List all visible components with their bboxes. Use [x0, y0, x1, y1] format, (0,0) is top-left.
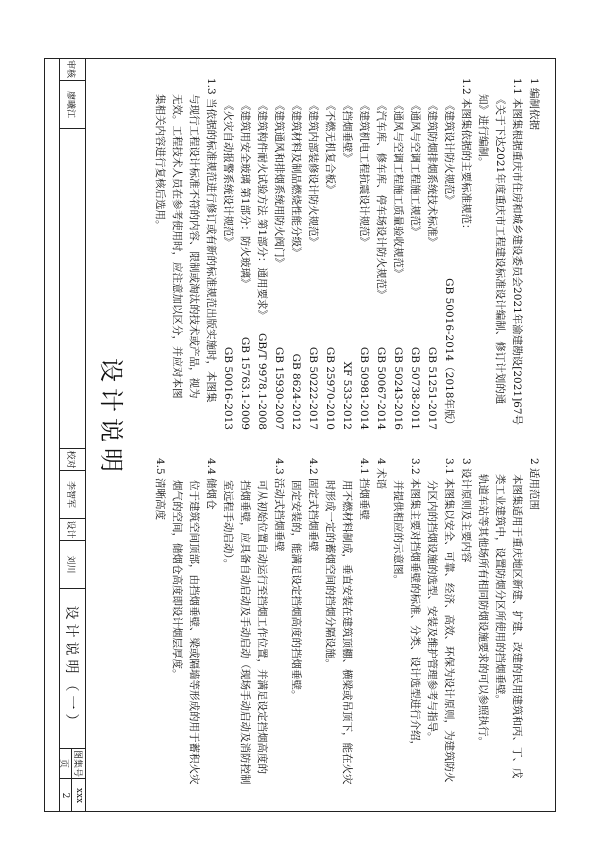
standard-name: 《汽车库、修车库、停车场设计防火规范》	[375, 100, 387, 300]
standard-code: GB 50981-2014	[358, 346, 370, 430]
text-line: 轨道车站等其他场所有相同防烟设施要求的可以参照执行。	[477, 474, 489, 747]
standard-code: GB 50016-2013	[222, 346, 234, 430]
section-4-heading: 4 术语	[375, 458, 387, 490]
text-line: 4.3 活动式挡烟垂壁	[273, 458, 285, 552]
text-line: 固定安装的，能满足设定挡烟高度的挡烟垂壁。	[290, 480, 302, 701]
standards-list	[219, 78, 457, 438]
text-line: 《关于下达2021年度重庆市工程建设标准设计编制、修订计划的通	[494, 94, 506, 405]
standard-name: 《建筑防烟排烟系统技术标准》	[426, 100, 438, 247]
standard-name: 《火灾自动报警系统设计规范》	[222, 100, 234, 247]
standard-code: GB 8624-2012	[290, 353, 302, 430]
design-name: 刘川	[59, 540, 85, 588]
text-line: 挡烟垂壁，应具备自动启动及手动启动（现场手动启动及消防控制	[239, 480, 251, 785]
standard-code: GB 50016-2014（2018年版）	[443, 278, 455, 430]
standard-row	[355, 78, 372, 438]
text-line: 1.3 当依据的标准规范进行修订或有新的标准规范出版实施时，本图集	[205, 78, 217, 403]
standard-name: 《建筑内部装修设计防火规范》	[307, 100, 319, 247]
standard-code: GB 50243-2016	[392, 346, 404, 430]
standard-name: 《通风与空调工程施工规范》	[409, 100, 421, 237]
standard-code: GB 50738-2011	[409, 346, 421, 430]
sheet-title: 设计说明（一）	[63, 605, 79, 732]
standard-code: GB 25970-2010	[324, 346, 336, 430]
text-line: 烟气的空间，储烟仓高度即设计烟层厚度。	[171, 480, 183, 680]
standard-name: 《建筑材料及制品燃烧性能分级》	[290, 100, 302, 258]
check-name: 李智军	[59, 470, 85, 518]
standard-row	[287, 78, 304, 438]
check-label: 校对	[59, 448, 85, 470]
text-line: 1.2 本图集依据的主要标准规范：	[460, 78, 472, 235]
text-line: 4.4 储烟仓	[205, 458, 217, 510]
text-line: 与现行工程设计标准不符的内容、限制或淘汰的技术或产品，视为	[188, 94, 200, 399]
page-title: 设计说明	[97, 358, 125, 478]
label-cell	[59, 748, 85, 778]
standard-code: XF 533-2012	[341, 361, 353, 430]
text-line: 3.2 本图集主要对挡烟垂壁的标准、分类、设计选型进行介绍，	[409, 458, 421, 752]
text-line: 4.2 固定式挡烟垂壁	[307, 458, 319, 552]
standard-row	[440, 78, 457, 438]
page-label: 页	[59, 749, 73, 778]
standard-code: GB 51251-2017	[426, 346, 438, 430]
standard-code: GB/T 9978.1-2008	[256, 333, 268, 430]
title-block	[59, 58, 86, 812]
column-left	[151, 78, 542, 438]
atlas-no: xxx	[73, 787, 84, 804]
atlas-no-label: 图集号	[72, 749, 83, 777]
standard-row	[338, 78, 355, 438]
text-line: 无效。工程技术人员在参考使用时，应注意加以区分，并应对本图	[171, 94, 183, 399]
standard-name: 《建筑设计防火规范》	[443, 100, 455, 205]
standard-name: 《挡烟垂壁》	[341, 100, 353, 163]
standard-row	[321, 78, 338, 438]
standard-row	[253, 78, 270, 438]
text-line: 4.1 挡烟垂壁	[358, 458, 370, 521]
text-line: 本图集适用于重庆地区新建、扩建、改建的民用建筑和丙、丁、戊	[511, 474, 523, 779]
standard-name: 《不燃无机复合板》	[324, 100, 336, 195]
standard-row	[423, 78, 440, 438]
standard-row	[219, 78, 236, 438]
standard-row	[270, 78, 287, 438]
text-line: 集相关内容进行复核后选用。	[154, 94, 166, 231]
standard-row	[372, 78, 389, 438]
design-label: 设计	[59, 518, 85, 540]
standard-code: GB 15930-2007	[273, 346, 285, 430]
text-line: 1.1 本图集根据重庆市住房和城乡建设委员会2021年渝建勘设[2021]67号	[511, 78, 523, 426]
text-line: 位于建筑空间顶部，由挡烟垂壁、梁或隔墙等形成的用于蓄积火灾	[188, 480, 200, 785]
blank-cell	[59, 128, 85, 448]
standard-row	[389, 78, 406, 438]
standard-code: GB 50222-2017	[307, 346, 319, 430]
section-2-heading: 2 适用范围	[528, 458, 540, 511]
standard-code: GB 50067-2014	[375, 346, 387, 430]
review-label: 审核	[65, 59, 76, 78]
standard-name: 《通风与空调工程施工质量验收规范》	[392, 100, 404, 279]
page-number: 2	[59, 779, 73, 812]
text-line: 4.5 清晰高度	[154, 458, 166, 521]
text-line: 并提供相应的示意图。	[392, 480, 404, 585]
standard-name: 《建筑构件耐火试验方法 第1部分：通用要求》	[256, 100, 268, 321]
column-right	[151, 458, 542, 803]
section-3-heading: 3 设计原则及主要内容	[460, 458, 472, 563]
standard-row	[236, 78, 253, 438]
text-line: 分区内的挡烟设施的选型、安装及维护管理参考与指导。	[426, 480, 438, 743]
text-line: 用不燃材料制成，垂直安装在建筑顶棚、横梁或吊顶下，能在火灾	[341, 480, 353, 785]
text-line: 室远程手动启动）。	[222, 480, 234, 570]
standard-code: GB 15763.1-2009	[239, 336, 251, 430]
text-line: 类工业建筑中，设置防烟分区所使用的挡烟垂壁。	[494, 474, 506, 705]
rotated-content	[59, 58, 556, 812]
standard-row	[304, 78, 321, 438]
value-cell	[59, 778, 85, 812]
review-name: 廖曦江	[59, 80, 85, 128]
text-line: 3.1 本图集以安全、可靠、经济、高效、环保为设计原则，为建筑防火	[443, 458, 455, 783]
text-line: 时形成一定的蓄烟空间的挡烟分隔设施。	[324, 480, 336, 669]
section-1-heading: 1 编制依据	[528, 78, 540, 131]
standard-name: 《建筑用安全玻璃 第1部分：防火玻璃》	[239, 100, 251, 289]
sheet-title-cell	[59, 588, 85, 748]
standard-name: 《建筑机电工程抗震设计规范》	[358, 100, 370, 247]
text-line: 知》进行编制。	[477, 94, 489, 168]
standard-row	[406, 78, 423, 438]
standard-name: 《建筑通风和排烟系统用防火阀门》	[273, 100, 285, 268]
text-line: 可从初始位置自动运行至挡烟工作位置，并满足设定挡烟高度的	[256, 480, 268, 774]
